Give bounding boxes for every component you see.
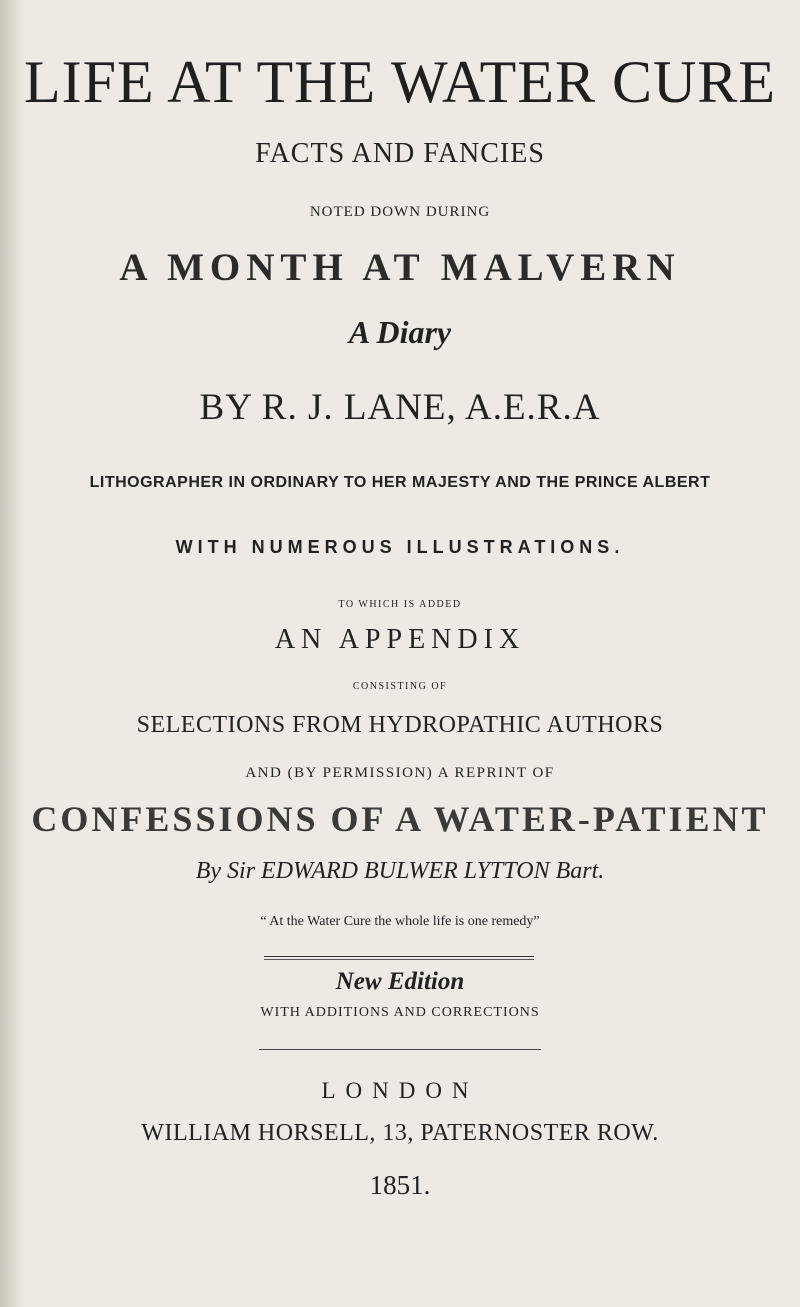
added-line: TO WHICH IS ADDED xyxy=(338,599,462,610)
book-subtitle: FACTS AND FANCIES xyxy=(255,138,545,169)
confessions-title: CONFESSIONS OF A WATER-PATIENT xyxy=(31,799,769,839)
divider-rule xyxy=(264,956,534,957)
noted-line: NOTED DOWN DURING xyxy=(309,204,491,220)
book-title: LIFE AT THE WATER CURE xyxy=(23,49,777,115)
permission-line: AND (BY PERMISSION) A REPRINT OF xyxy=(245,765,555,781)
divider-rule xyxy=(264,959,534,960)
consisting-line: CONSISTING OF xyxy=(352,681,448,692)
edition-line: New Edition xyxy=(335,968,465,995)
publication-year: 1851. xyxy=(369,1170,431,1200)
lithographer-line: LITHOGRAPHER IN ORDINARY TO HER MAJESTY AND THE PRINCE ALBERT xyxy=(89,474,711,491)
epigraph-quote: “ At the Water Cure the whole life is one remedy” xyxy=(260,914,540,929)
month-at-malvern: A MONTH AT MALVERN xyxy=(119,246,681,289)
divider-rule xyxy=(259,1049,541,1050)
author-line: BY R. J. LANE, A.E.R.A xyxy=(199,387,601,428)
illustrations-line: WITH NUMEROUS ILLUSTRATIONS. xyxy=(175,537,625,557)
publisher-line: WILLIAM HORSELL, 13, PATERNOSTER ROW. xyxy=(141,1120,659,1146)
imprint-city: LONDON xyxy=(321,1078,479,1103)
diary-line: A Diary xyxy=(348,314,452,350)
bulwer-credit: By Sir EDWARD BULWER LYTTON Bart. xyxy=(195,858,605,884)
appendix-heading: AN APPENDIX xyxy=(274,624,526,655)
selections-line: SELECTIONS FROM HYDROPATHIC AUTHORS xyxy=(136,712,664,738)
additions-line: WITH ADDITIONS AND CORRECTIONS xyxy=(260,1005,540,1020)
